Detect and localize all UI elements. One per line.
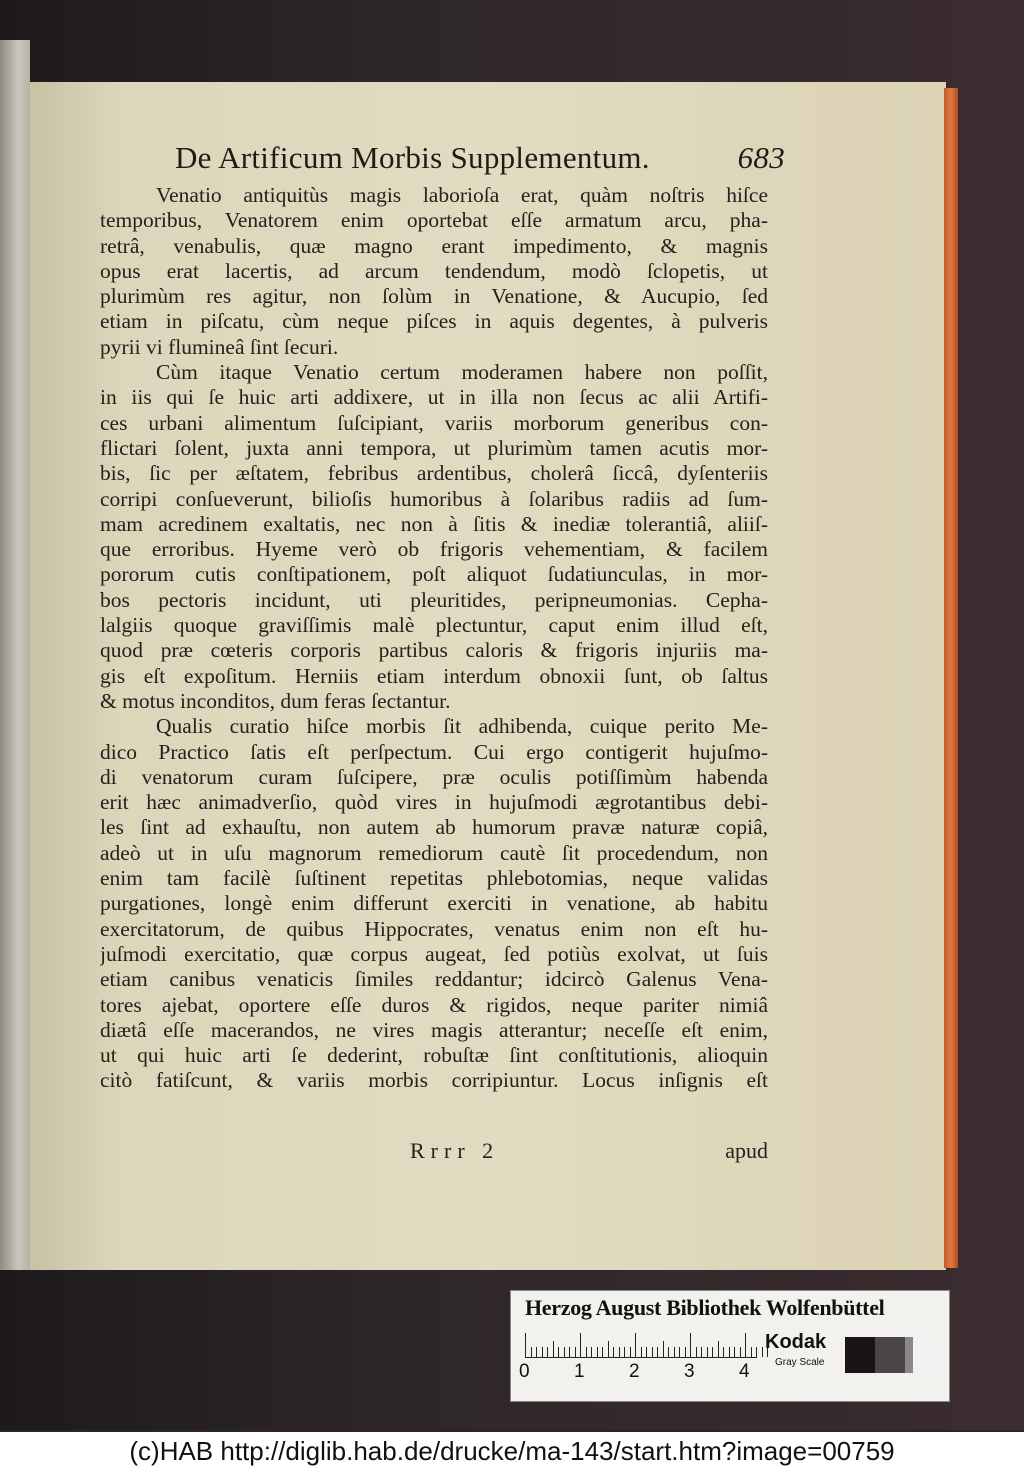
ruler-tick xyxy=(723,1347,724,1357)
ruler-tick xyxy=(630,1347,631,1357)
text-line: ut qui huic arti ſe dederint, robuſtæ ſint conſtitutionis, alioquin xyxy=(100,1043,768,1068)
ruler-label-1: 1 xyxy=(574,1361,585,1382)
ruler-tick xyxy=(641,1347,642,1357)
ruler-tick xyxy=(718,1341,719,1357)
ruler-tick xyxy=(652,1347,653,1357)
text-line: diætâ eſſe macerandos, ne vires magis atterantur; neceſſe eſt enim, xyxy=(100,1017,768,1042)
ruler-tick xyxy=(575,1347,576,1357)
body-text xyxy=(100,183,768,1094)
ruler-label-2: 2 xyxy=(629,1361,640,1382)
ruler-tick xyxy=(624,1347,625,1357)
text-line: gis eſt expoſitum. Herniis etiam interdum obnoxii ſunt, ob ſaltus xyxy=(100,663,768,688)
ruler-tick xyxy=(525,1333,526,1357)
catchword: apud xyxy=(725,1138,768,1163)
text-line: retrâ, venabulis, quæ magno erant impedimento, & magnis xyxy=(100,233,768,258)
copyright-caption: (c)HAB http://diglib.hab.de/drucke/ma-143/start.htm?image=00759 xyxy=(0,1432,1024,1470)
gray-swatch-black xyxy=(845,1337,875,1373)
ruler-tick xyxy=(531,1347,532,1357)
kodak-logo: Kodak xyxy=(765,1331,827,1353)
ruler-tick xyxy=(646,1347,647,1357)
text-line: Venatio antiquitùs magis laborioſa erat, quàm noſtris hiſce xyxy=(156,183,768,207)
text-line: ces urbani alimentum ſuſcipiant, variis morborum generibus con- xyxy=(100,410,768,435)
footer-line xyxy=(100,1138,768,1166)
text-line: les ſint ad exhauſtu, non autem ab humorum pravæ naturæ copiâ, xyxy=(100,815,768,840)
ruler-tick xyxy=(734,1347,735,1357)
ruler-label-0: 0 xyxy=(519,1361,530,1382)
running-title: De Artificum Morbis Supplementum. xyxy=(175,140,650,175)
ruler-tick xyxy=(701,1347,702,1357)
ruler-tick xyxy=(745,1333,746,1357)
text-line: juſmodi exercitatio, quæ corpus augeat, ſed potiùs exolvat, ut ſuis xyxy=(100,941,768,966)
gray-swatch-white xyxy=(913,1337,941,1373)
text-line: bos pectoris incidunt, uti pleuritides, peripneumonias. Cepha- xyxy=(100,587,768,612)
text-line: tores ajebat, oportere eſſe duros & rigidos, neque pariter nimiâ xyxy=(100,992,768,1017)
library-color-card xyxy=(510,1290,950,1402)
ruler-tick xyxy=(613,1347,614,1357)
ruler-tick xyxy=(685,1347,686,1357)
ruler-tick xyxy=(729,1347,730,1357)
ruler-tick xyxy=(696,1347,697,1357)
ruler-tick xyxy=(586,1347,587,1357)
text-line: corripi conſueverunt, bilioſis humoribus à ſolaribus radiis ad ſum- xyxy=(100,486,768,511)
ruler-tick xyxy=(635,1333,636,1357)
library-name: Herzog August Bibliothek Wolfenbüttel xyxy=(525,1295,885,1320)
text-line: Qualis curatio hiſce morbis ſit adhibenda, cuique perito Me- xyxy=(156,714,768,739)
ruler-tick xyxy=(608,1341,609,1357)
text-line: purgationes, longè enim differunt exerciti in venatione, ab habitu xyxy=(100,891,768,916)
ruler-tick xyxy=(657,1347,658,1357)
text-line: exercitatorum, de quibus Hippocrates, venatus enim non eſt hu- xyxy=(100,916,768,941)
page-fore-edge xyxy=(944,88,958,1268)
text-line: adeò ut in uſu magnorum remediorum cautè ſit procedendum, non xyxy=(100,840,768,865)
text-line: enim tam facilè ſuſtinent repetitas phlebotomias, neque validas xyxy=(100,866,768,891)
facing-page-edge xyxy=(0,40,30,1270)
ruler-tick xyxy=(663,1341,664,1357)
text-line: dico Practico ſatis eſt perſpectum. Cui ergo contigerit hujuſmo- xyxy=(100,739,768,764)
ruler-label-4: 4 xyxy=(739,1361,750,1382)
ruler-tick xyxy=(580,1333,581,1357)
ruler-tick xyxy=(740,1347,741,1357)
gray-swatch-dark xyxy=(875,1337,905,1373)
text-line: que erroribus. Hyeme verò ob frigoris vehementiam, & facilem xyxy=(100,537,768,562)
text-line: etiam canibus venaticis ſimiles reddantur; idcircò Galenus Vena- xyxy=(100,967,768,992)
text-line: temporibus, Venatorem enim oportebat eſſe armatum arcu, pha- xyxy=(100,208,768,233)
ruler-tick xyxy=(668,1347,669,1357)
measurement-ruler xyxy=(525,1333,757,1358)
ruler-tick xyxy=(679,1347,680,1357)
ruler-tick xyxy=(536,1347,537,1357)
ruler-tick xyxy=(712,1347,713,1357)
running-header xyxy=(175,140,785,180)
signature-mark: Rrrr 2 xyxy=(410,1138,500,1163)
text-line: etiam in piſcatu, cùm neque piſces in aquis degentes, à pulveris xyxy=(100,309,768,334)
text-line: opus erat lacertis, ad arcum tendendum, modò ſclopetis, ut xyxy=(100,258,768,283)
text-line: mam acredinem exaltatis, nec non à ſitis & inediæ tolerantiâ, aliiſ- xyxy=(100,511,768,536)
text-line: erit hæc animadverſio, quòd vires in hujuſmodi ægrotantibus debi- xyxy=(100,790,768,815)
text-line: citò fatiſcunt, & variis morbis corripiuntur. Locus inſignis eſt xyxy=(100,1068,768,1093)
ruler-tick xyxy=(674,1347,675,1357)
text-line: di venatorum curam ſuſcipere, præ oculis potiſſimùm habenda xyxy=(100,764,768,789)
ruler-tick xyxy=(564,1347,565,1357)
page-number: 683 xyxy=(737,140,785,175)
text-line: flictari ſolent, juxta anni tempora, ut plurimùm tamen acutis mor- xyxy=(100,435,768,460)
ruler-label-3: 3 xyxy=(684,1361,695,1382)
ruler-tick xyxy=(707,1347,708,1357)
text-line: bis, ſic per æſtatem, febribus ardentibus, cholerâ ſiccâ, dyſenteriis xyxy=(100,461,768,486)
text-line: pororum cutis conſtipationem, poſt aliquot ſudatiunculas, in mor- xyxy=(100,562,768,587)
ruler-tick xyxy=(756,1347,757,1357)
gray-scale-label: Gray Scale xyxy=(775,1357,825,1368)
ruler-tick xyxy=(762,1347,763,1357)
ruler-tick xyxy=(751,1347,752,1357)
ruler-tick xyxy=(690,1333,691,1357)
ruler-tick xyxy=(553,1341,554,1357)
ruler-tick xyxy=(547,1347,548,1357)
ruler-tick xyxy=(602,1347,603,1357)
text-line: & motus inconditos, dum feras ſectantur. xyxy=(100,688,451,713)
text-line: pyrii vi flumineâ ſint ſecuri. xyxy=(100,334,339,359)
ruler-tick xyxy=(597,1347,598,1357)
ruler-tick xyxy=(558,1347,559,1357)
ruler-tick xyxy=(619,1347,620,1357)
text-line: plurimùm res agitur, non ſolùm in Venatione, & Aucupio, ſed xyxy=(100,284,768,309)
text-line: lalgiis quoque graviſſimis malè plectuntur, caput enim illud eſt, xyxy=(100,613,768,638)
text-line: quod præ cœteris corporis partibus caloris & frigoris injuriis ma- xyxy=(100,638,768,663)
text-line: in iis qui ſe huic arti addixere, ut in illa non ſecus ac alii Artifi- xyxy=(100,385,768,410)
ruler-tick xyxy=(591,1347,592,1357)
ruler-tick xyxy=(542,1347,543,1357)
ruler-tick xyxy=(569,1347,570,1357)
text-line: Cùm itaque Venatio certum moderamen habere non poſſit, xyxy=(156,360,768,385)
